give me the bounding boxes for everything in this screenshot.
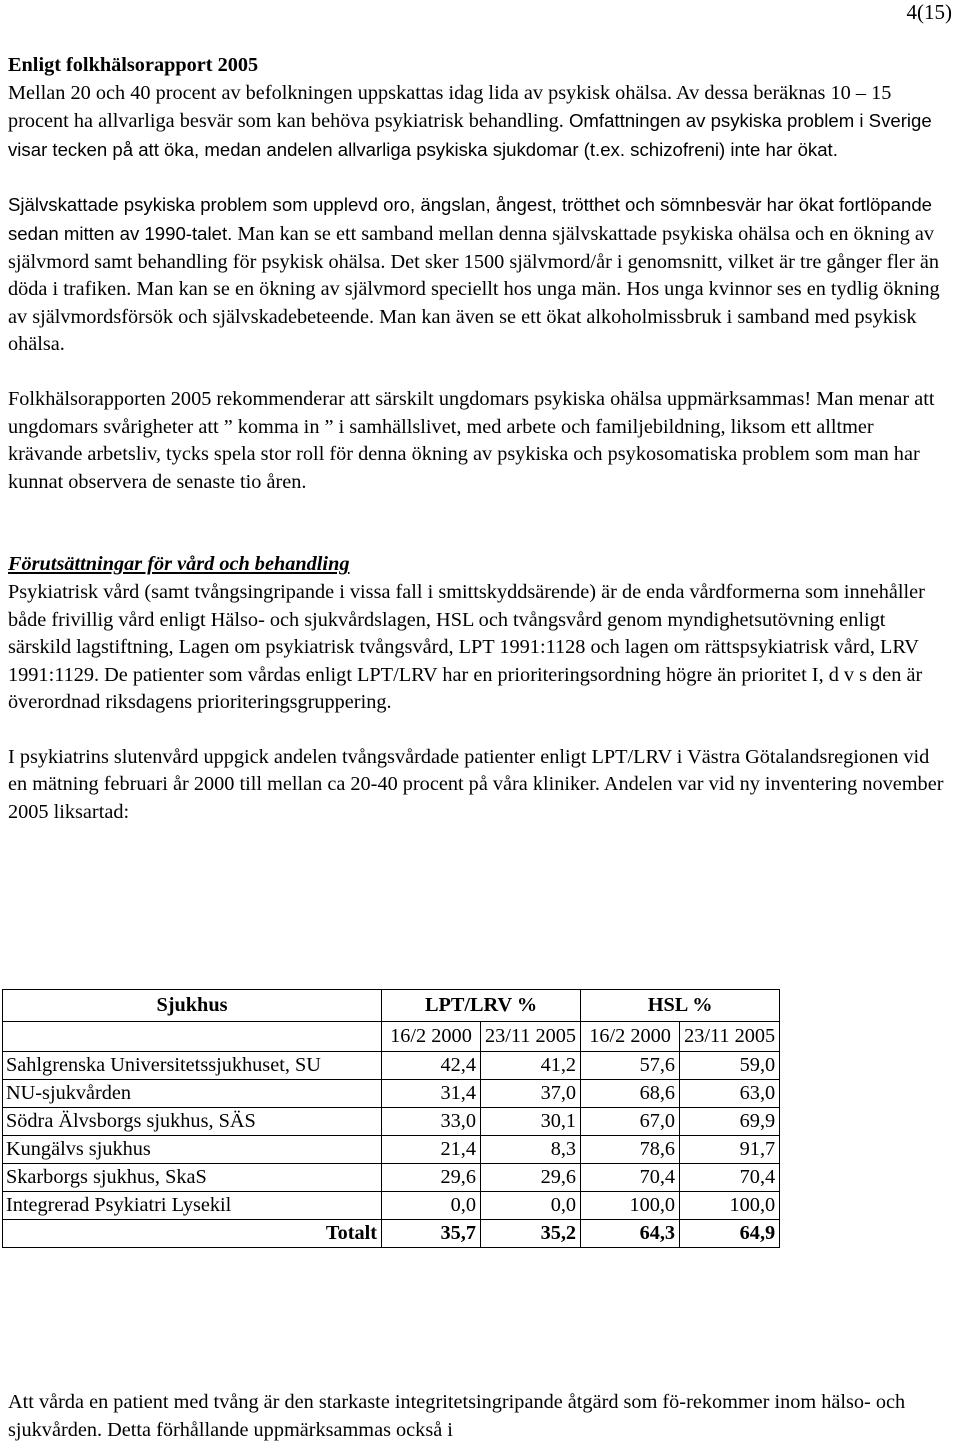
date-lpt-2005: 23/11 2005 xyxy=(481,1022,581,1052)
date-lpt-2000: 16/2 2000 xyxy=(382,1022,481,1052)
paragraph-psychiatric-care: Psykiatrisk vård (samt tvångsingripande i vissa fall i smittskyddsärende) är de enda vårdformerna som innehåller både frivillig vård enligt Hälso- och sjukvårdslagen, HSL och tvångsvård genom myndighetsutövning enligt särskild lagstiftning, Lagen om psykiatrisk tvångsvård, LPT 1991:1128 och lagen om rättspsykiatrisk vård, LRV 1991:1129. De patienter som vårdas enligt LPT/LRV har en prioriteringsordning högre än prioritet I, d v s den är överordnad riksdagens prioriteringsgruppering. xyxy=(8,580,925,714)
total-lpt-2005: 35,2 xyxy=(481,1220,581,1248)
paragraph-prevalence-serif: Mellan 20 och 40 procent av befolkningen uppskattas idag lida av psykisk ohälsa. Av dessa beräknas 10 – 15 procent ha allvarliga besvär som kan behöva psykiatrisk behandling. xyxy=(8,81,892,133)
paragraph-youth: Folkhälsorapporten 2005 rekommenderar att särskilt ungdomars psykiska ohälsa uppmärksammas! Man menar att ungdomars svårigheter att ” komma in ” i samhällslivet, med arbete och familjebildning, liksom ett alltmer krävande arbetsliv, tycks spela stor roll för denna ökning av psykiska och psykosomatiska problem som man har kunnat observera de senaste tio åren. xyxy=(8,387,935,493)
row-lpt-2005: 29,6 xyxy=(481,1164,581,1192)
row-hsl-2005: 100,0 xyxy=(680,1192,780,1220)
coercive-care-table xyxy=(2,989,780,1248)
row-hsl-2000: 100,0 xyxy=(581,1192,680,1220)
date-hsl-2005: 23/11 2005 xyxy=(680,1022,780,1052)
date-hsl-2000: 16/2 2000 xyxy=(581,1022,680,1052)
header-hsl: HSL % xyxy=(581,990,780,1022)
row-hsl-2000: 70,4 xyxy=(581,1164,680,1192)
table-total-row xyxy=(3,1220,780,1248)
row-lpt-2005: 30,1 xyxy=(481,1108,581,1136)
row-lpt-2000: 42,4 xyxy=(382,1052,481,1080)
row-name: Kungälvs sjukhus xyxy=(3,1136,382,1164)
table-row xyxy=(3,1080,780,1108)
row-hsl-2000: 57,6 xyxy=(581,1052,680,1080)
total-hsl-2005: 64,9 xyxy=(680,1220,780,1248)
total-lpt-2000: 35,7 xyxy=(382,1220,481,1248)
paragraph-prevalence xyxy=(8,80,948,165)
paragraph-self-rated-sans: Självskattade psykiska problem som upplevd oro, ängslan, ångest, trötthet och sömnbesvär har ökat fortlöpande sedan mitten av 1990-talet. xyxy=(8,194,933,244)
paragraph-inpatient-share: I psykiatrins slutenvård uppgick andelen tvångsvårdade patienter enligt LPT/LRV i Västra Götalandsregionen vid en mätning februari år 2000 till mellan ca 20-40 procent på våra kliniker. Andelen var vid ny inventering november 2005 liksartad: xyxy=(8,745,944,824)
table-row xyxy=(3,1192,780,1220)
row-name: Skarborgs sjukhus, SkaS xyxy=(3,1164,382,1192)
row-hsl-2005: 69,9 xyxy=(680,1108,780,1136)
page-number: 4(15) xyxy=(906,0,952,24)
paragraph-self-rated-serif: Man kan se ett samband mellan denna självskattade psykiska ohälsa och en ökning av självmord samt behandling för psykisk ohälsa. Det sker 1500 självmord/år i genomsnitt, vilket är tre gånger fler än döda i trafiken. Man kan se en ökning av självmord speciellt hos unga män. Hos unga kvinnor ses en tydlig ökning av självmordsförsök och självskadebeteende. Man kan även se ett ökat alkoholmissbruk i samband med psykisk ohälsa. xyxy=(8,222,940,356)
row-hsl-2000: 78,6 xyxy=(581,1136,680,1164)
section-heading-forutsattningar: Förutsättningar för vård och behandling xyxy=(8,553,350,576)
total-hsl-2000: 64,3 xyxy=(581,1220,680,1248)
row-hsl-2005: 63,0 xyxy=(680,1080,780,1108)
total-label: Totalt xyxy=(3,1220,382,1248)
row-hsl-2000: 67,0 xyxy=(581,1108,680,1136)
row-lpt-2000: 31,4 xyxy=(382,1080,481,1108)
table-header-row xyxy=(3,990,780,1022)
header-lpt: LPT/LRV % xyxy=(382,990,581,1022)
row-hsl-2000: 68,6 xyxy=(581,1080,680,1108)
table-row xyxy=(3,1164,780,1192)
row-lpt-2000: 33,0 xyxy=(382,1108,481,1136)
table-row xyxy=(3,1108,780,1136)
table-row xyxy=(3,1052,780,1080)
paragraph-self-rated xyxy=(8,191,948,359)
row-name: Integrerad Psykiatri Lysekil xyxy=(3,1192,382,1220)
header-hospital: Sjukhus xyxy=(3,990,382,1022)
row-name: Sahlgrenska Universitetssjukhuset, SU xyxy=(3,1052,382,1080)
row-lpt-2005: 41,2 xyxy=(481,1052,581,1080)
section-heading-folkhalsorapport: Enligt folkhälsorapport 2005 xyxy=(8,54,259,76)
paragraph-prevalence-sans: Omfattningen av psykiska problem i Sverige visar tecken på att öka, medan andelen allvarliga psykiska sjukdomar (t.ex. schizofreni) inte har ökat. xyxy=(8,110,932,160)
row-lpt-2000: 29,6 xyxy=(382,1164,481,1192)
row-name: NU-sjukvården xyxy=(3,1080,382,1108)
paragraph-coercion-integrity: Att vårda en patient med tvång är den starkaste integritetsingripande åtgärd som fö-rekommer inom hälso- och sjukvården. Detta förhållande uppmärksammas också i xyxy=(8,1391,906,1441)
document-body xyxy=(8,52,948,827)
row-hsl-2005: 59,0 xyxy=(680,1052,780,1080)
row-name: Södra Älvsborgs sjukhus, SÄS xyxy=(3,1108,382,1136)
row-lpt-2000: 21,4 xyxy=(382,1136,481,1164)
row-lpt-2005: 8,3 xyxy=(481,1136,581,1164)
date-row-empty xyxy=(3,1022,382,1052)
row-hsl-2005: 70,4 xyxy=(680,1164,780,1192)
row-hsl-2005: 91,7 xyxy=(680,1136,780,1164)
row-lpt-2005: 37,0 xyxy=(481,1080,581,1108)
table-row xyxy=(3,1136,780,1164)
row-lpt-2005: 0,0 xyxy=(481,1192,581,1220)
table-date-row xyxy=(3,1022,780,1052)
row-lpt-2000: 0,0 xyxy=(382,1192,481,1220)
